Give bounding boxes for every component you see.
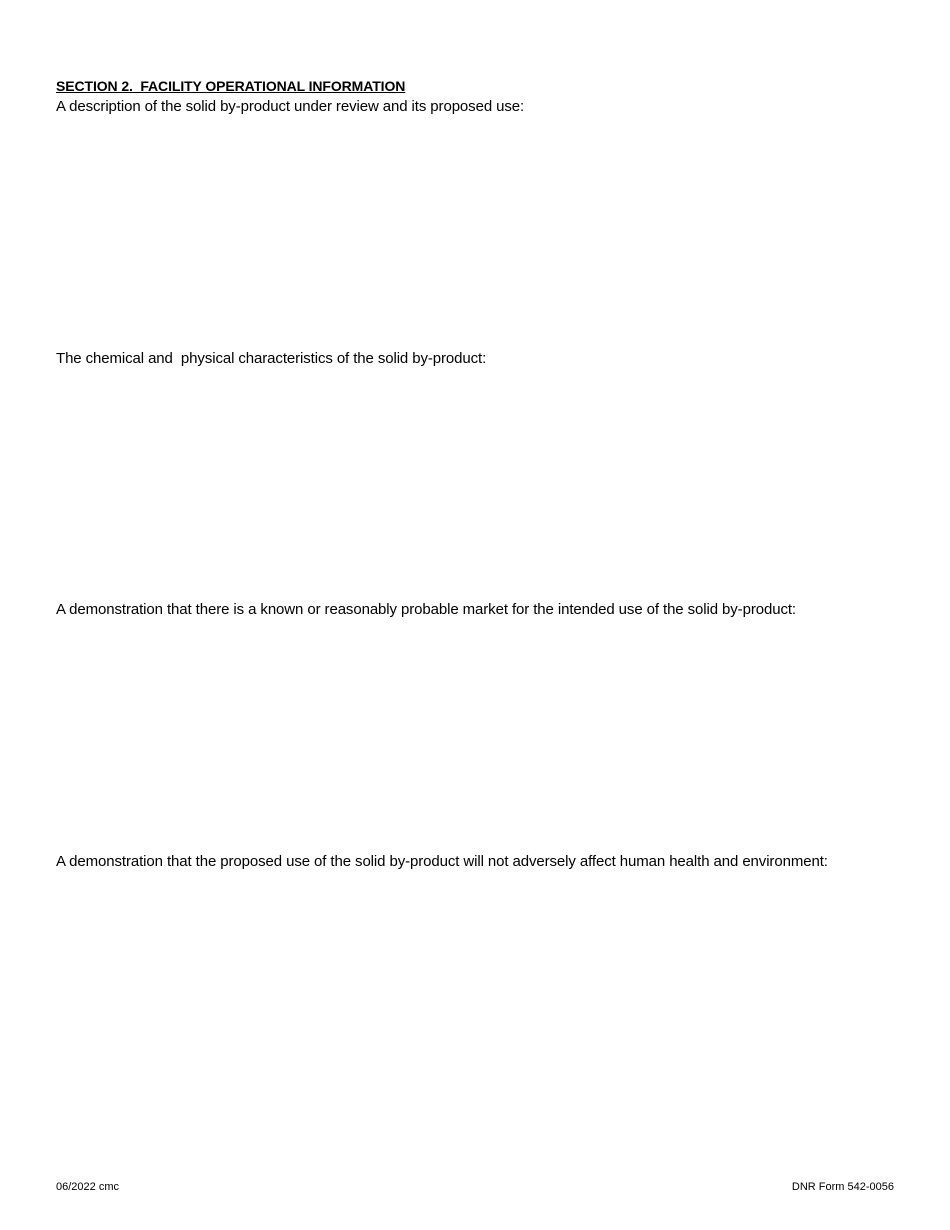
answer-field-byproduct-description[interactable] [56,122,896,342]
answer-field-characteristics[interactable] [56,374,896,594]
question-prompt-byproduct-description: A description of the solid by-product under review and its proposed use: [56,98,525,115]
answer-field-market-demonstration[interactable] [56,625,896,845]
question-prompt-health-environment: A demonstration that the proposed use of the solid by-product will not adversely affect human health and environment: [56,853,828,870]
footer-revision-date: 06/2022 cmc [56,1181,119,1193]
question-prompt-characteristics: The chemical and physical characteristics of the solid by-product: [56,350,487,367]
answer-field-health-environment[interactable] [56,877,896,1157]
section-title: SECTION 2. FACILITY OPERATIONAL INFORMATION [56,78,406,94]
footer-form-number: DNR Form 542-0056 [791,1181,894,1193]
question-prompt-market-demonstration: A demonstration that there is a known or reasonably probable market for the intended use of the solid by-product: [56,601,796,618]
